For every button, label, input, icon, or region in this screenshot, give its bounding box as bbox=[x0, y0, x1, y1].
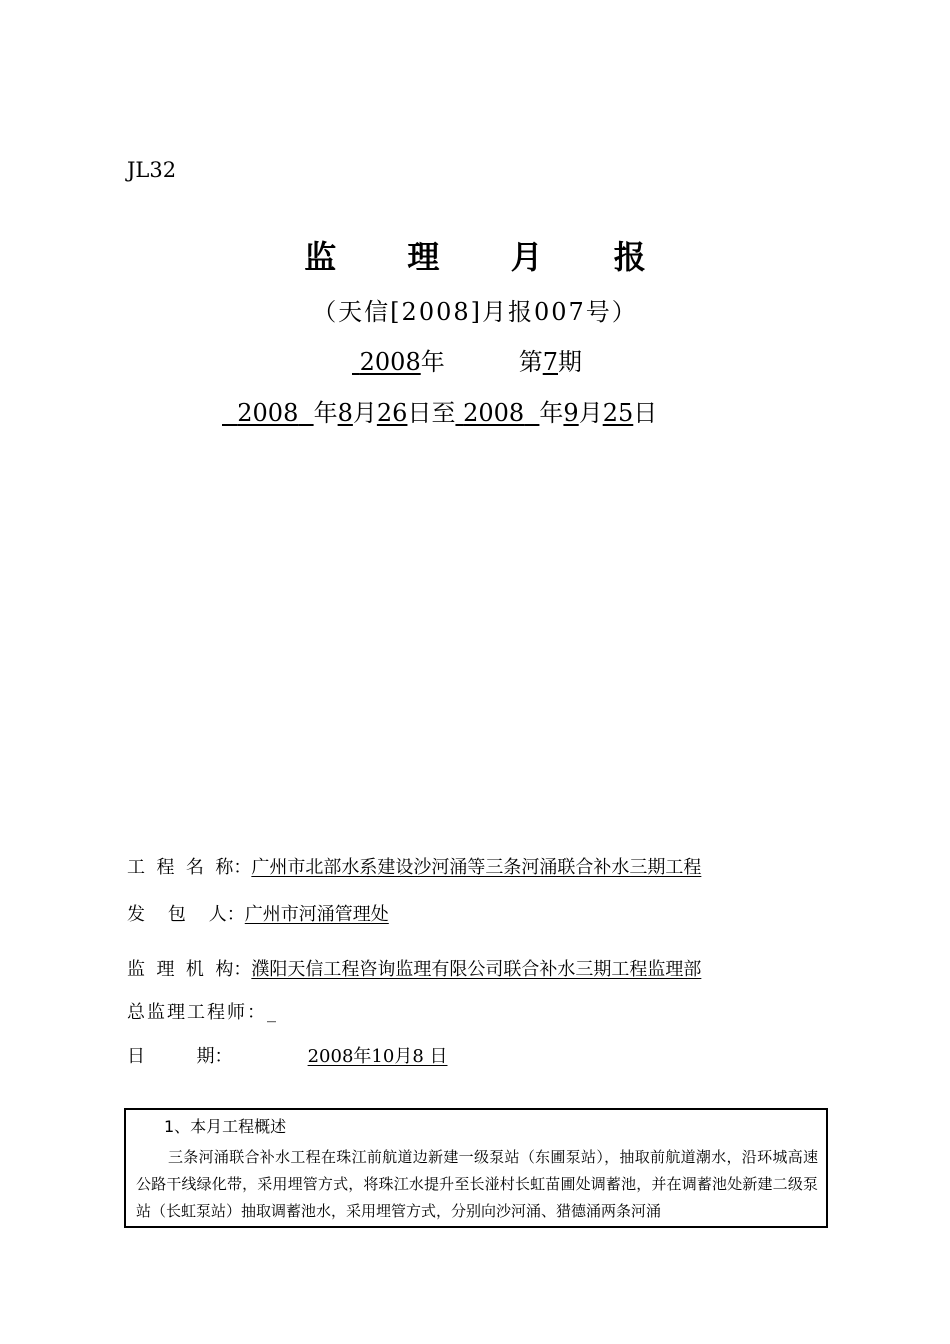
supervisor-row bbox=[127, 955, 701, 981]
document-code: JL32 bbox=[127, 158, 177, 182]
issue-prefix: 第 bbox=[518, 348, 543, 376]
month-char: 月 bbox=[578, 399, 603, 427]
start-month: 8 bbox=[337, 399, 353, 427]
end-year: 2008 bbox=[463, 399, 525, 427]
date-value: 2008年10月8 日 bbox=[307, 1046, 448, 1067]
page-title: 监 理 月 报 bbox=[304, 238, 676, 276]
client-label: 发 包 人： bbox=[127, 904, 245, 925]
chief-engineer-label: 总监理工程师： bbox=[127, 1002, 267, 1023]
report-number: （天信[2008]月报007号） bbox=[312, 298, 638, 326]
client-row bbox=[127, 900, 728, 926]
day-char: 日 bbox=[407, 399, 432, 427]
end-month: 9 bbox=[563, 399, 579, 427]
issue-year: 2008 bbox=[359, 348, 421, 376]
period-line bbox=[222, 393, 657, 428]
issue-suffix: 期 bbox=[558, 348, 582, 376]
supervisor-label: 监 理 机 构： bbox=[127, 959, 252, 980]
overview-heading: 1、本月工程概述 bbox=[164, 1117, 287, 1136]
date-label: 日 期： bbox=[127, 1046, 233, 1067]
chief-engineer-row bbox=[127, 998, 276, 1024]
start-year: 2008 bbox=[237, 399, 299, 427]
project-name-label: 工 程 名 称： bbox=[127, 857, 252, 878]
issue-line bbox=[352, 342, 582, 377]
project-name-row bbox=[127, 853, 701, 879]
year-char: 年 bbox=[313, 399, 338, 427]
date-row bbox=[127, 1042, 448, 1068]
overview-body: 三条河涌联合补水工程在珠江前航道边新建一级泵站（东圃泵站），抽取前航道潮水，沿环城高速公路干线绿化带，采用埋管方式，将珠江水提升至长湴村长虹苗圃处调蓄池，并在调蓄池处新建二级泵站（长虹泵站）抽取调蓄池水，采用埋管方式，分别向沙河涌、猎德涌两条河涌 bbox=[136, 1148, 818, 1220]
overview-box bbox=[124, 1108, 828, 1228]
client-value: 广州市河涌管理处 bbox=[244, 904, 389, 925]
start-day: 26 bbox=[376, 399, 408, 427]
day-char: 日 bbox=[633, 399, 658, 427]
month-char: 月 bbox=[352, 399, 377, 427]
supervisor-value: 濮阳天信工程咨询监理有限公司联合补水三期工程监理部 bbox=[251, 959, 702, 980]
chief-engineer-value: _ bbox=[267, 1002, 276, 1023]
issue-number: 7 bbox=[542, 348, 558, 376]
project-name-value: 广州市北部水系建设沙河涌等三条河涌联合补水三期工程 bbox=[251, 857, 702, 878]
issue-year-suffix: 年 bbox=[420, 348, 445, 376]
year-char: 年 bbox=[539, 399, 564, 427]
end-day: 25 bbox=[602, 399, 634, 427]
to-char: 至 bbox=[431, 399, 456, 427]
